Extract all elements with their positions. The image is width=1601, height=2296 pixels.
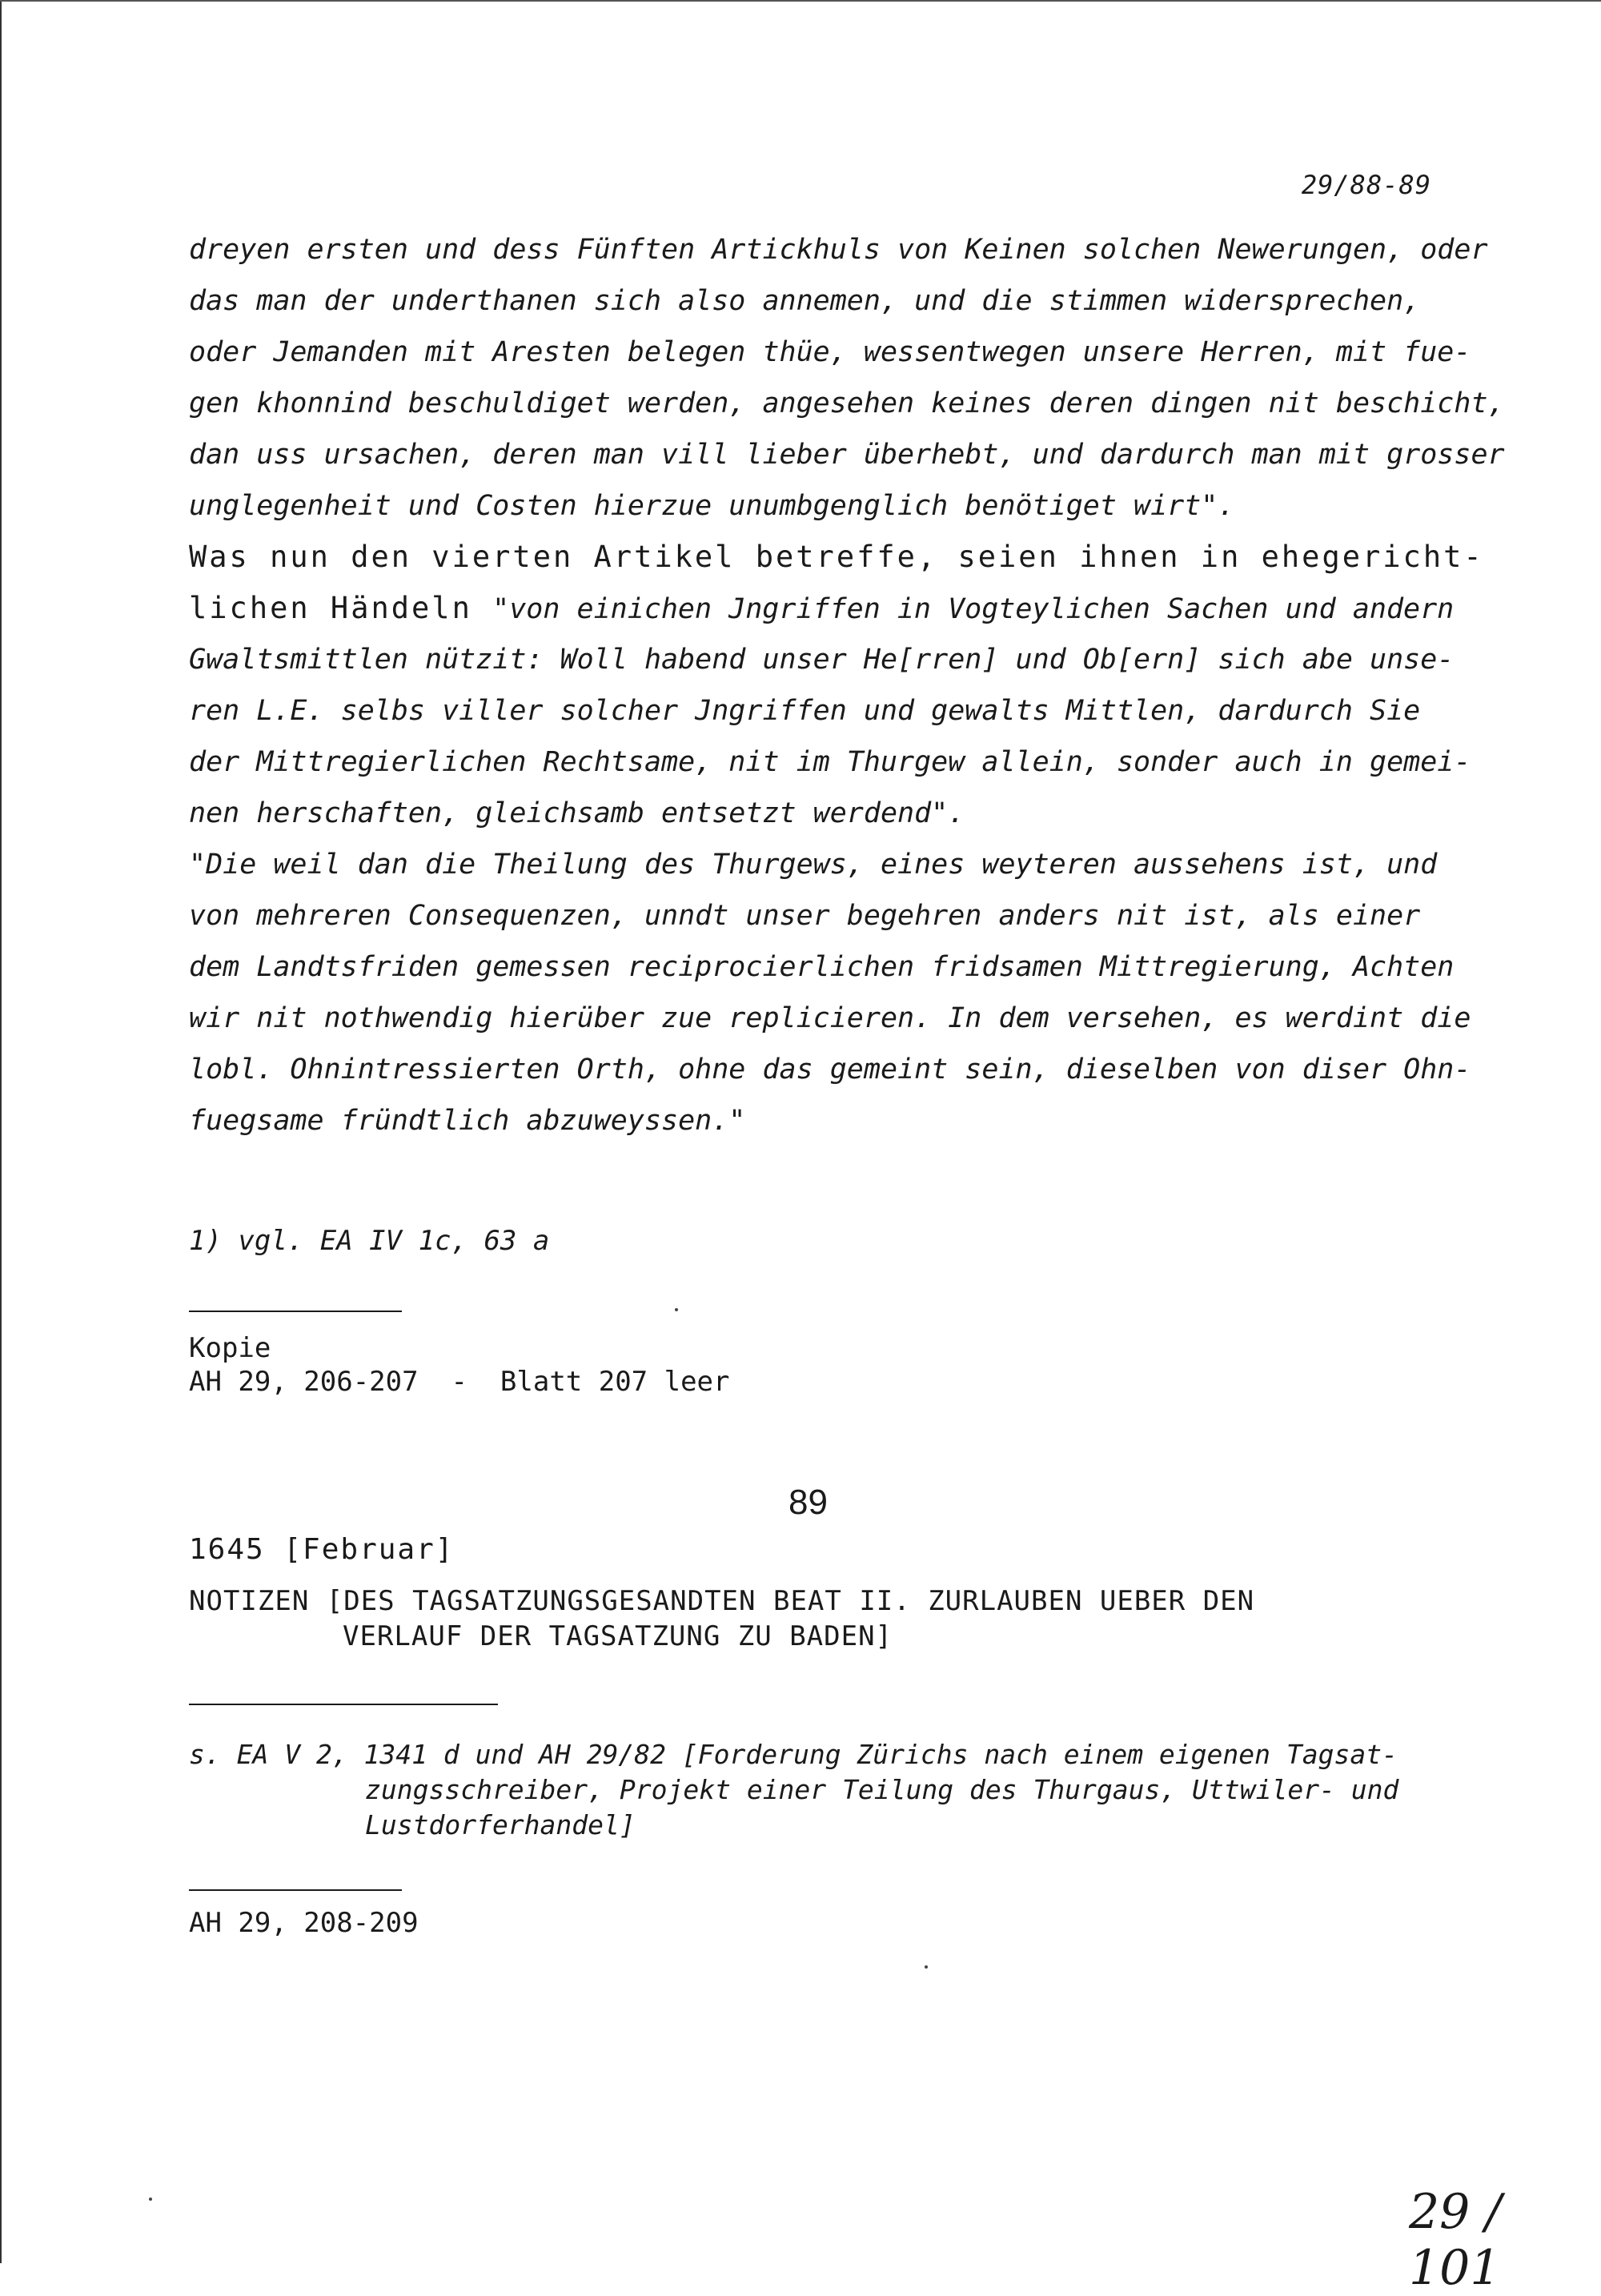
quoted-text-body [189,224,1505,1146]
text-line: dan uss ursachen, deren man vill lieber überhebt, und dardurch man mit grosser [189,439,1505,471]
page-reference: 29/88-89 [1301,170,1431,200]
title-line-2: VERLAUF DER TAGSATZUNG ZU BADEN] [343,1620,893,1652]
source-kind: Kopie [189,1332,271,1364]
text-line: Gwaltsmittlen nützit: Woll habend unser He[rren] und Ob[ern] sich abe unse- [189,644,1455,676]
text-line: nen herschaften, gleichsamb entsetzt werdend". [189,797,965,829]
text-line: wir nit nothwendig hierüber zue replicieren. In dem versehen, es werdint die [189,1002,1471,1034]
scan-speck [149,2198,152,2201]
text-line: der Mittregierlichen Rechtsame, nit im Thurgew allein, sonder auch in gemei- [189,746,1471,778]
reference-note-line-2: zungsschreiber, Projekt einer Teilung des Thurgaus, Uttwiler- und [365,1774,1399,1805]
source-reference: AH 29, 206-207 - Blatt 207 leer [189,1366,730,1398]
title-line-1: NOTIZEN [DES TAGSATZUNGSGESANDTEN BEAT II. ZURLAUBEN UEBER DEN [189,1585,1255,1617]
separator-rule [189,1889,402,1891]
reference-note-line-3: Lustdorferhandel] [365,1809,636,1840]
text-line: dreyen ersten und dess Fünften Artickhuls von Keinen solchen Newerungen, oder [189,234,1488,266]
text-line: dem Landtsfriden gemessen reciprocierlichen fridsamen Mittregierung, Achten [189,951,1455,983]
archive-reference: AH 29, 208-209 [189,1907,419,1939]
document-title [189,1584,1254,1654]
text-line: Was nun den vierten Artikel betreffe, seien ihnen in ehegericht- [189,540,1484,574]
text-line: "Die weil dan die Theilung des Thurgews, eines weyteren aussehens ist, und [189,849,1438,881]
text-line-upright-part: lichen Händeln [189,591,493,625]
text-line: gen khonnind beschuldiget werden, angesehen keines deren dingen nit beschicht, [189,387,1505,419]
text-line [189,583,1454,634]
text-line: lobl. Ohnintressierten Orth, ohne das gemeint sein, dieselben von diser Ohn- [189,1054,1471,1086]
reference-note-line-1: s. EA V 2, 1341 d und AH 29/82 [Forderung Zürichs nach einem eigenen Tagsat- [189,1739,1398,1770]
separator-rule [189,1704,498,1705]
scan-speck [675,1308,678,1311]
text-line: das man der underthanen sich also annemen, und die stimmen widersprechen, [189,285,1421,317]
text-line-italic-part: "von einichen Jngriffen in Vogteylichen Sachen und andern [492,593,1455,625]
text-line: unglegenheit und Costen hierzue unumbgenglich benötiget wirt". [189,490,1235,522]
reference-note [189,1737,1398,1843]
document-number: 89 [788,1483,828,1522]
text-line: oder Jemanden mit Aresten belegen thüe, wessentwegen unsere Herren, mit fue- [189,336,1471,368]
text-line: ren L.E. selbs viller solcher Jngriffen und gewalts Mittlen, dardurch Sie [189,695,1421,727]
text-line: fuegsame fründtlich abzuweyssen." [189,1105,746,1137]
text-line: von mehreren Consequenzen, unndt unser begehren anders nit ist, als einer [189,900,1421,932]
handwritten-archive-number: 29 / 101 [1409,2184,1502,2296]
footnote-1: 1) vgl. EA IV 1c, 63 a [189,1225,550,1257]
scan-edge-top [0,0,1601,2]
scan-speck [925,1965,928,1969]
separator-rule [189,1311,402,1312]
scan-edge-left [0,0,2,2263]
document-date: 1645 [Februar] [189,1533,455,1566]
